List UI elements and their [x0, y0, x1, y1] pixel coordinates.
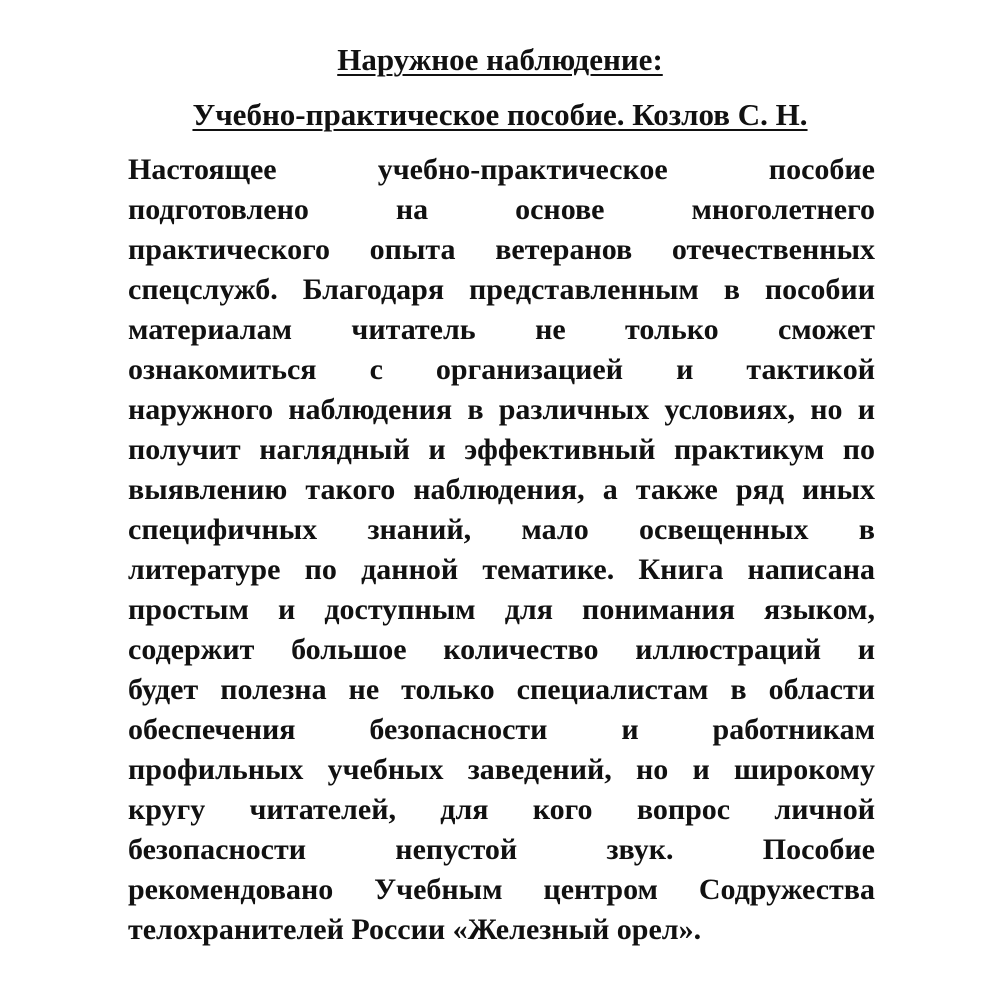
- paragraph-line: выявлению такого наблюдения, а также ряд иных: [128, 473, 875, 506]
- paragraph-line: подготовлено на основе многолетнего: [128, 193, 875, 226]
- paragraph-line: будет полезна не только специалистам в области: [128, 673, 875, 706]
- paragraph-line: обеспечения безопасности и работникам: [128, 713, 875, 746]
- paragraph-line: простым и доступным для понимания языком,: [128, 593, 875, 626]
- paragraph-line: Настоящее учебно-практическое пособие: [128, 153, 875, 186]
- paragraph-line: спецслужб. Благодаря представленным в пособии: [128, 273, 875, 306]
- document-title: Наружное наблюдение:: [337, 42, 663, 77]
- paragraph-line: материалам читатель не только сможет: [128, 313, 875, 346]
- paragraph-line: содержит большое количество иллюстраций и: [128, 633, 875, 666]
- paragraph-line: наружного наблюдения в различных условиях, но и: [128, 393, 875, 426]
- document-subtitle: Учебно-практическое пособие. Козлов С. Н.: [192, 97, 808, 132]
- paragraph-line: практического опыта ветеранов отечественных: [128, 233, 875, 266]
- paragraph-line: ознакомиться с организацией и тактикой: [128, 353, 875, 386]
- paragraph-line: получит наглядный и эффективный практикум по: [128, 433, 875, 466]
- paragraph-line: рекомендовано Учебным центром Содружества: [128, 873, 875, 906]
- paragraph-line: профильных учебных заведений, но и широкому: [128, 753, 875, 786]
- paragraph-line: безопасности непустой звук. Пособие: [128, 833, 875, 866]
- paragraph-line: специфичных знаний, мало освещенных в: [128, 513, 875, 546]
- paragraph-line: кругу читателей, для кого вопрос личной: [128, 793, 875, 826]
- paragraph-line: литературе по данной тематике. Книга написана: [128, 553, 875, 586]
- paragraph-line: телохранителей России «Железный орел».: [128, 913, 702, 946]
